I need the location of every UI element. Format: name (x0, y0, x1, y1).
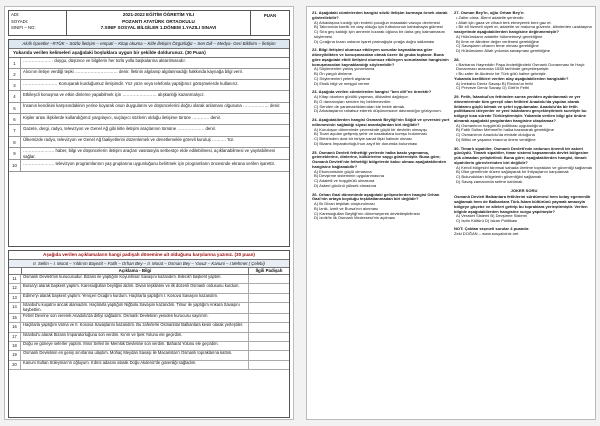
score-box: PUAN (263, 13, 277, 18)
question-block (454, 11, 594, 54)
question-option[interactable]: A) Ekonomisinin güçlü olmasına (314, 168, 372, 174)
question-text: 21. Aşağıdaki cümlelerden hangisi sözlü iletişim kurmaya örnek olarak gösterilebilir? (312, 10, 448, 20)
row-number: 17 (9, 333, 21, 341)
joker-question-text: Osmanlı Devleti Balkanlara fetihlerini sürdürmesi hem kolay egemenlik sağlamak hem de Balkanlara Türk-İslam kültürünü yaymak amacıyla bölgeye göçebe ve aileleri getirip bu topraklara yerleştirmiştir. Verilen bilgide aşağıdakilerden hangisine vurgu yapılmıştır? (454, 194, 591, 214)
fill-in-item (9, 148, 289, 160)
question-option[interactable]: D) Askeri gücünü yüksek olmasına (314, 182, 377, 188)
row-description: Osmanlı Devleti'nin kurucusudur. Bizans ile yaptığım Koyunhisar Savaşını kazandım. Bilecik'i başkent yaptım. (21, 275, 249, 283)
question-option[interactable]: • Barbaros Hayreddin Paşa önderliğindeki Osmanlı Donanması ile Haçlı Donanması arasında 1538 tarihinde gerçekleşmiştir. (456, 61, 585, 72)
section-instruction: Aşağıda verilen açıklamaların hangi padişah dönemine ait olduğunu karşılarına yazınız. (30 puan) (9, 251, 289, 260)
question-option[interactable]: D) Hükümdarın Allah yolunda savaşması gerektiğine (456, 48, 551, 53)
item-number: 4 (9, 91, 21, 101)
question-option[interactable]: • Allah için gaza ve cihadı terk etmeyerek beni gaz et. (456, 19, 552, 25)
teacher-signature (454, 232, 594, 237)
question-option[interactable]: A) İlk Divan teşkilatı oluşturulması (314, 201, 375, 206)
question-block (454, 147, 594, 185)
question-option[interactable]: C) Birbirinden dost bir biriyle sanat ilişki halinde olması (314, 136, 412, 141)
row-description: Edirne'yi alarak başkent yaptım. Yeniçeri Ocağını kurdum. Haçlılarla yaptığım I. Kosova Savaşını kazandım. (21, 294, 249, 302)
row-number: 12 (9, 284, 21, 292)
matching-table (9, 275, 289, 370)
right-column-questions (454, 11, 594, 185)
question-text: 22. Bilgi iletişimi olumsuz etkileyen sorunlar kaynaklarına göre döneyildikten ve konuşmacıdan olmak üzere iki gruba toplanır. Buna göre aşağıdaki etkili iletişimi olumsuz etkileyen sorunlardan hangisinin konuşmacıdan kaynaklandığı söylenebilir? (312, 47, 449, 67)
fill-in-item (9, 80, 289, 91)
question-text: 27. Osman Bey'in, oğlu Orhan Bey'e: (454, 10, 525, 15)
question-option[interactable]: D) Eksik bilgi ve meşgul verme (314, 80, 370, 86)
answer-cell[interactable] (249, 294, 289, 302)
row-number: 14 (9, 303, 21, 313)
question-option[interactable]: B) İznik, İzmit ve Bursa'nın alınması (314, 205, 379, 211)
item-number: 2 (9, 69, 21, 79)
item-text: …………………. haber, bilgi ve düşüncelerin iletişim araçları vasıtasıyla serbestçe elde edilebilmesi, açıklanabilmesi ve yayılabilmesi sağlar. (23, 148, 275, 159)
item-text: Etkileşcli konuşma ve etkin dinleme yapabilmek için …………………… alışkanlığı kazanmalıyız. (23, 91, 205, 97)
question-option[interactable]: C) Osmanlının Anadolu'da etnisite olduğuna (456, 132, 535, 137)
exam-title (67, 11, 251, 35)
answer-cell[interactable] (249, 351, 289, 359)
question-text: 24. Aşağıdakilerden hangisi Osmanlı Beyliği'nin Söğüt ve çevresini yurt edinmesinin sağladığı siyasi avantajlardan biri değildir? (312, 117, 450, 127)
row-description: Doğu ve güneye seferler yaptım. Mısır Seferi ile Memlük Devletine son verdim. Baharat Yolunu ele geçirdim. (21, 342, 249, 350)
fill-in-item (9, 103, 289, 114)
row-description: Fetret Devrine son vererek Anadolu'da dirliyi sağladım. Osmanlı Devletinin yeniden kurucusu sayılırım. (21, 314, 249, 322)
question-column-left (312, 11, 452, 225)
question-option[interactable]: D) İznik'te ilk Osmanlı Medresesi'nin açılması (314, 215, 396, 221)
exam-title-line: 2021-2022 EĞİTİM ÖĞRETİM YILI (122, 12, 195, 17)
word-bank: Akıllı İşaretler –RTÜK – Sözlü İletişim – empati – Kitap okuma – Kitle İletişim Özgürlüğü – Sen Dili – Medya- Geri Bildirim – İletişim (9, 40, 289, 49)
question-option[interactable]: A) Kendi bölgesini tarımsal sahada üretime toprakları ve güvenliği sağlamak (456, 164, 593, 170)
student-surname-label: SOYADI: (11, 18, 29, 24)
question-option[interactable]: B) İlme ve âlimlere değer verilmesi gerektiğine (456, 38, 539, 44)
question-option[interactable]: B) Takımında komik bir olay olduğu için futbolcunun kahkahayla gülmesi (314, 24, 443, 30)
question-option[interactable]: • Bu zafer ile Akdeniz bir Türk gölü haline gelmiştir. (456, 71, 547, 76)
fill-in-item (9, 58, 289, 69)
question-block (312, 151, 452, 189)
fill-in-list (9, 58, 289, 172)
question-option[interactable]: D) Bitlisi ve yaşama imacına önem verdiğine (456, 136, 536, 142)
item-text: Kişiler arası ilişkilerde kullandığımız yargılayıcı, suçlayıcı sözlerin olduğu iletişime türüne ………… denir. (23, 114, 221, 120)
question-option[interactable]: B) O davranışları senden hiç beklemezdim. (314, 98, 392, 104)
teacher-name: Zeki DOĞAN – (454, 230, 483, 236)
question-option[interactable]: A) Arkadaşına kızdığı için evdeki çocuğun masadaki vazoyu devirmesi (314, 19, 440, 25)
item-text: Gazete, dergi, radyo, televizyon ve Genel Ağ gibi kitle iletişim araçlarının tümüne ………………. denir. (23, 125, 216, 131)
row-description: İstanbul'u kuşatmı ancak alamadım. Haçlılarla yaptığım Niğbolu Savaşını kazandım. Timur ile yaptığım Ankara Savaşını kaybettim. (21, 303, 249, 313)
question-text: 23. Aşağıda verilen cümlelerden hangisi "ben dili"ne örnektir? (312, 89, 432, 95)
question-option[interactable]: D) Çırağına kızan ustanın işaret parmağıyla çırağa doğru sallaması (314, 38, 435, 44)
question-text: 26. Orhan Gazi döneminde aşağıdaki gelişmelerden hangisi Orhan Gazi'nin ortaya koyduğu teşkilatlanmadan biri değildir? (312, 191, 440, 202)
row-number: 20 (9, 361, 21, 369)
exam-note: NOT: Çoktan seçmeli sorular 4 puandır. (454, 225, 530, 231)
question-option[interactable]: A) Osmanlının hoşgörülü politikası uyguladığına (456, 122, 542, 128)
row-number: 18 (9, 342, 21, 350)
question-option[interactable]: B) Ön yargılı dinleme (314, 71, 353, 76)
question-option[interactable]: • Zalim olma. Âlemi adaletle şenlendir. (456, 14, 525, 20)
question-block (312, 11, 452, 44)
item-text: …………………… Konuşarak kurduğumuz iletişimdir. Yüz yüze veya telefonla yaptığımız görüşmelerde kullanırız. (23, 80, 239, 86)
exam-title-line: POZANTI ATATÜRK ORTAOKULU (122, 18, 195, 24)
question-text: 28. (454, 56, 460, 62)
question-option[interactable]: C) Preveze Deniz Savaşı D) Girit'in Fethi (456, 85, 530, 91)
item-text: Alıcının iletiye verdiği tepki ………………………… denir. İletinin algılanıp algılanmadığı hakkında kaynağa bilgi verir. (23, 69, 243, 75)
question-option[interactable]: B) Ülke genelinde düzen sağlayarak bir ihtiyaçlarını karşılamak (456, 169, 569, 175)
row-description: Haçlılarla yaptığım Varna ve II. Kosova Savaşlarını kazandım. Bu zaferlerle Osmanlılar Balkanlara kesin olarak yerleştiler. (21, 323, 249, 331)
question-option[interactable]: • Bir idi hizmeti niyeti et, adaletle ve maluma güvenle, âlimlerden uzaklaşma (456, 24, 592, 30)
item-number: 7 (9, 125, 21, 135)
section-instruction: Yukarıda verilen kelimeleri aşağıdaki boşluklara uygun bir şekilde doldurunuz. (30 Puan) (9, 49, 289, 58)
item-text: Ülkemizde radyo, televizyon ve Genel Ağ faaliyetlerini düzenlemek ve denetlemekle görevli kuruluş ………. 'tür. (23, 137, 234, 143)
question-option[interactable]: B) Devşirme sisteminin uygulanmasına (314, 173, 384, 179)
row-description: İstanbul'u alarak Bizans İmparatorluğuna son verdim. Kırım ve İpek Yolunu ele geçirdim. (21, 333, 249, 341)
question-option[interactable]: A) Kuruluşun döneminde çevresinde güçlü bir devletin olmayışı (314, 126, 427, 132)
question-option[interactable]: A) İnebahtı Deniz Savaşı B) Rodos'un fethi (456, 80, 533, 86)
item-text: ………………… duygu, düşünce ve bilgilerin her türlü yolla başkalarına aktarılmasıdır. (23, 58, 186, 64)
question-option[interactable]: C) Savaşların cihanın teme olması gerektiğine (456, 43, 539, 49)
exam-header (8, 10, 290, 36)
question-block (454, 58, 594, 91)
joker-question (454, 189, 594, 237)
question-block (312, 48, 452, 86)
question-option[interactable]: B) Ticari açıdan gelişmiş şehir ve kasabalara komşu bulunması (314, 131, 427, 137)
question-text: 25. Osmanlı Devleti fethettiği yerlerde halka baskı yapmamış, geleneklerine, dinlerine, kültürlerine saygı göstermiştir. Buna göre; Osmanlı Devleti'nin fethettiği bölgelerde kalıcı olması aşağıdakilerden hangisine bağlanabilir? (312, 149, 447, 169)
row-description: Osmanlı Devletinin en geniş sınırlarına ulaştım. Mohaç Meydan Savaşı ile Macaristan'ı Osmanlı topraklarına kattım. (21, 351, 249, 359)
row-number: 11 (9, 275, 21, 283)
sultan-matching-section (8, 250, 290, 418)
fill-in-section (8, 39, 290, 247)
question-block (312, 90, 452, 114)
item-number: 3 (9, 80, 21, 90)
row-number: 15 (9, 314, 21, 322)
answer-cell[interactable] (249, 284, 289, 292)
sultan-column-header: İlgili Padişah (255, 268, 283, 274)
question-option[interactable]: C) Karesioğulları Beyliği'nin dönemeyerek devletleştirilmesi (314, 210, 420, 216)
answer-cell[interactable] (249, 333, 289, 341)
item-number: 5 (9, 103, 21, 113)
website-link[interactable]: www.sosyaIciniz.net (482, 230, 519, 236)
question-option[interactable]: D) Arkadaşlarını rahatsız ederek düşüncesizce davrandığın görüyorum. (314, 108, 442, 114)
question-block (454, 95, 594, 143)
question-text: 30. Timarlı sipahiler, Osmanlı Devleti'nde ordunun önemli bir askerî gücüydü. Timarlı sipahiler, timar sistemi kapsamında devlet bölgesine yük olmadan yetiştirilirdi. Buna göre; aşağıdakilerden hangisi, timarlı sipahilerin görevlerinden biri değildir? (454, 145, 589, 165)
fill-in-item (9, 114, 289, 125)
item-text: …………………. televizyon programlarının yaş gruplarına uygunluğunu belirtmek için programların öncesinde ekrana verilen işarettir. (23, 160, 275, 166)
row-description: Bursa'yı alarak başkent yaptım. Karesioğulları beyliğini aldım. Divan teşkilatını ve ilk düzenli Osmanlı ordusunu kurdum. (21, 284, 249, 292)
fill-in-item (9, 125, 289, 136)
item-number: 9 (9, 148, 21, 159)
question-block (312, 193, 452, 222)
sultan-word-bank: II. Selim – I. Murat – Yıldırım Bayezit – Fatih – Orhan Bey – II. Murat – Osman Bey – Yavuz – Kanuni – I.Mehmet ( Çelebi) (9, 260, 289, 268)
question-option[interactable]: C) Söylenenleri yeterli algılama (314, 75, 371, 81)
question-option[interactable]: D) Savaş zamanında sefere katılmak (456, 178, 523, 184)
question-option[interactable]: A) Veraset Sistemi B) Devşirme Sistemi (456, 213, 528, 219)
fill-in-item (9, 69, 289, 80)
answer-cell[interactable] (249, 275, 289, 283)
question-option[interactable]: A) Kitap okurken gürültü yapman, dikkatimi dağıtıyor. (314, 94, 409, 99)
row-number: 13 (9, 294, 21, 302)
question-option[interactable]: C) Sıra geç kaldığı için annenin kızarak oğluna bir daha geç kalmamasını söylemesi (314, 29, 446, 39)
question-option[interactable]: C) Senden de yaramaztıklarından ide bekle atmak. (314, 103, 406, 109)
question-option[interactable]: A) Hükümdarın adaletle hükmetmeyi gerektiğine (456, 33, 543, 39)
question-option[interactable]: C) İsdin Kültürü D) İskan Politikası (456, 218, 518, 223)
fill-in-item (9, 91, 289, 102)
question-block (312, 118, 452, 147)
student-info (9, 11, 67, 35)
question-option[interactable]: C) Bulundukları bölgelerin güvenliğini sağlamak (456, 174, 542, 179)
question-prompt: Yukarıda özellikleri verilen olay aşağıdakilerden hangisidir? (454, 75, 569, 81)
fill-in-item (9, 137, 289, 148)
table-row (9, 361, 289, 370)
student-class-label: SINIFI – NO: (11, 25, 36, 30)
fill-in-item (9, 160, 289, 171)
item-number: 1 (9, 58, 21, 68)
item-number: 8 (9, 137, 21, 147)
student-name-label: ADI: (11, 12, 20, 17)
question-option[interactable]: C) Adaletli ve hoşgörülü olmasına (314, 178, 375, 183)
description-column-header: Açıklama - Bilgi (21, 268, 249, 274)
number-column-header (9, 268, 21, 274)
row-number: 16 (9, 323, 21, 331)
question-column-right (454, 11, 594, 236)
exam-page-2 (306, 6, 596, 420)
question-prompt: vasiyetinde aşağıdakilerden hangisine değinmemiştir? (454, 29, 560, 34)
row-number: 19 (9, 351, 21, 359)
question-option[interactable]: A) Söylenenleri yanlış yorumlama (314, 66, 375, 72)
question-option[interactable]: B) Fatih Sultan Mehmet'in halka kazanarak gerektiğine (456, 127, 554, 133)
answer-cell[interactable] (249, 303, 289, 313)
row-description: Kanuni Sultan Süleyman'ın oğluyum. Kıbrıs adasını alarak Doğu Akdeniz'de güvenliği sağladım. (21, 361, 249, 369)
exam-title-line: 7.SINIF SOSYAL BİLGİLER 1.DÖNEM 1.YAZILI SINAVI (100, 25, 217, 30)
answer-cell[interactable] (249, 342, 289, 350)
answer-cell[interactable] (249, 323, 289, 331)
question-option[interactable]: D) Bizans İmparatorluğu'nun zayıf bir durumda bulunması (314, 140, 418, 146)
question-text: 29. Fetih, İstanbul'un fethinden sonra yeniden aydınlanmalı ve yer dönemlerinde tüm gereçil olan fetihleri Anadolu'da yapılan olarak iktidarını güçlü kılmak ve şehri uygulamalar. Anadolu'da bir fetih politikasını izleyenler ve yeni iskânlarını gerçekleştirmek suretiyle bu bölgeyi kısa sürede Türkleştirmiştir. Yukarıda verilen bilgi göz önüne alınarak aşağıdaki yargılardan hangisine ulaşılamaz? (454, 94, 587, 123)
answer-cell[interactable] (249, 314, 289, 322)
exam-page-1 (4, 6, 294, 420)
answer-cell[interactable] (249, 361, 289, 369)
item-text: İnsanın kendisini karşısındakinin yerine koyarak onun duygularını ve düşüncelerini doğru olarak anlaması olgusuna ……………… denir. (23, 103, 281, 109)
item-number: 6 (9, 114, 21, 124)
item-number: 10 (9, 160, 21, 170)
joker-title: JOKER SORU (510, 187, 538, 193)
